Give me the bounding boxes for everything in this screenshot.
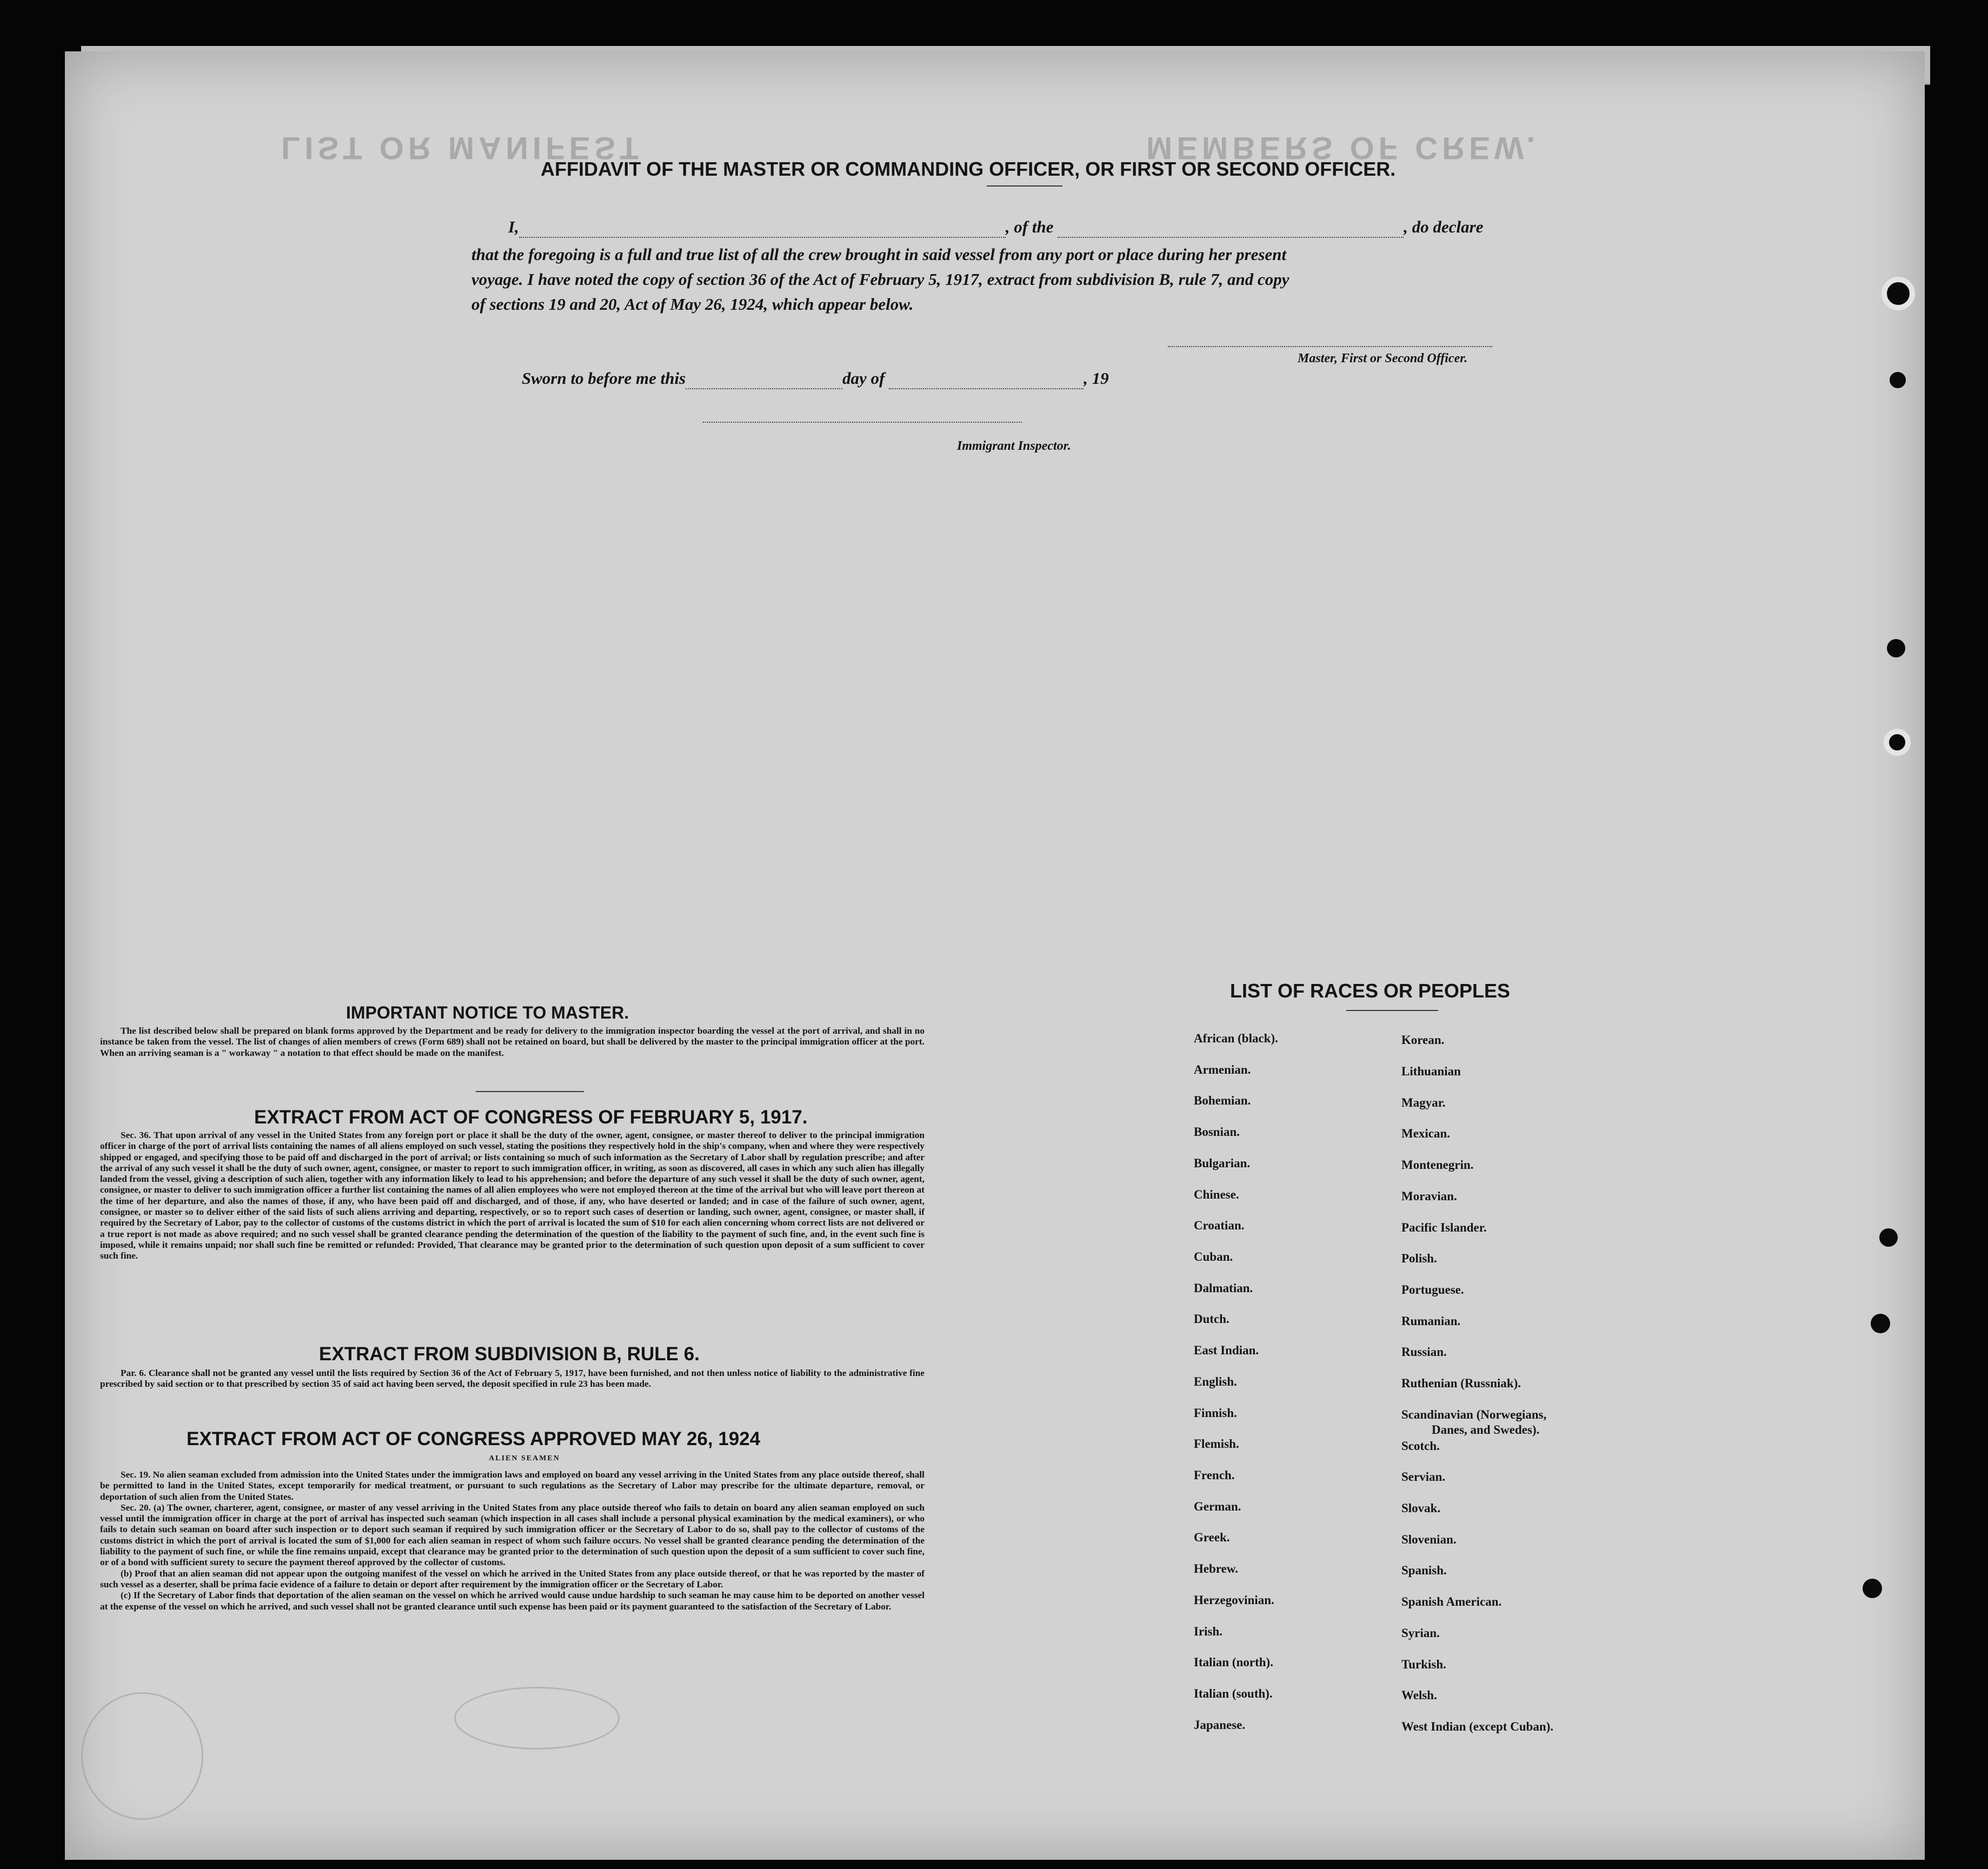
race-right: Spanish. xyxy=(1401,1564,1447,1577)
race-left: Herzegovinian. xyxy=(1194,1593,1274,1607)
race-right: Pacific Islander. xyxy=(1401,1221,1487,1234)
punch-hole xyxy=(1879,1228,1898,1247)
notice-rule xyxy=(476,1091,584,1092)
race-left: Italian (north). xyxy=(1194,1655,1273,1669)
race-left: Finnish. xyxy=(1194,1406,1237,1420)
affidavit-title: AFFIDAVIT OF THE MASTER OR COMMANDING OFFICER, OR FIRST OR SECOND OFFICER. xyxy=(541,158,1396,180)
race-right: Mexican. xyxy=(1401,1127,1451,1140)
year-prefix: , 19 xyxy=(1083,369,1109,388)
race-right: Ruthenian (Russniak). xyxy=(1401,1376,1521,1390)
race-left: Chinese. xyxy=(1194,1188,1239,1201)
vessel-blank[interactable] xyxy=(1058,221,1404,238)
sec-19: Sec. 19. No alien seaman excluded from admission into the United States under the immigration laws and employed on board any vessel arriving in the United States from any place outside thereof, shall be permitted to land in the United States, except temporarily for medical treatment, or pursuant to such regulations as the Secretary of Labor may prescribe for the ultimate departure, removal, or deportation of such alien from the United States. xyxy=(100,1469,925,1502)
race-left: German. xyxy=(1194,1500,1241,1513)
race-right: Polish. xyxy=(1401,1252,1437,1265)
affidavit-of-the: , of the xyxy=(1005,217,1054,236)
race-right: Spanish American. xyxy=(1401,1595,1502,1608)
affidavit-line-4: of sections 19 and 20, Act of May 26, 1924, which appear below. xyxy=(471,295,914,314)
race-left: Armenian. xyxy=(1194,1063,1251,1076)
name-blank[interactable] xyxy=(519,221,1006,238)
day-of-text: day of xyxy=(842,369,885,388)
races-underline xyxy=(1346,1010,1438,1011)
race-left: Japanese. xyxy=(1194,1718,1246,1732)
race-left: Dalmatian. xyxy=(1194,1281,1253,1295)
day-blank[interactable] xyxy=(686,372,842,389)
extract-1924-title: EXTRACT FROM ACT OF CONGRESS APPROVED MAY 26, 1924 xyxy=(187,1428,761,1449)
extract-1917-title: EXTRACT FROM ACT OF CONGRESS OF FEBRUARY 5, 1917. xyxy=(254,1107,808,1128)
race-left: English. xyxy=(1194,1375,1237,1388)
sworn-line xyxy=(522,368,1109,389)
races-title: LIST OF RACES OR PEOPLES xyxy=(1230,980,1511,1002)
race-right: Moravian. xyxy=(1401,1189,1457,1203)
punch-hole xyxy=(1871,1314,1890,1333)
master-signature-line[interactable] xyxy=(1168,346,1492,347)
sec-20b: (b) Proof that an alien seaman did not appear upon the outgoing manifest of the vessel on which he arrived in the United States from any place outside thereof, or that he was reported by the master of such vessel as a deserter, shall be prima facie evidence of a failure to detain or deport after requirement by the immigration officer or the Secretary of Labor. xyxy=(100,1568,925,1589)
race-left: Bulgarian. xyxy=(1194,1156,1251,1170)
race-left: East Indian. xyxy=(1194,1343,1259,1357)
bleed-through-text-left: LIST OR MANIFEST xyxy=(281,130,643,165)
race-right: Montenegrin. xyxy=(1401,1158,1474,1172)
faint-stamp xyxy=(454,1687,620,1750)
affidavit-i: I, xyxy=(508,217,519,236)
notice-text: The list described below shall be prepared on blank forms approved by the Department and be ready for delivery to the immigration inspector boarding the vessel at the port of arrival, and shall in no instance be taken from the vessel. The list of changes of alien members of crews (Form 689) shall not be retained on board, but shall be delivered by the master to the principal immigration officer at the port. When an arriving seaman is a " workaway " a notation to that effect should be made on the manifest. xyxy=(100,1026,925,1058)
race-right: Scandinavian (Norwegians, xyxy=(1401,1408,1547,1421)
inspector-caption: Immigrant Inspector. xyxy=(957,439,1071,453)
race-right: Slovak. xyxy=(1401,1501,1441,1515)
punch-hole xyxy=(1890,372,1906,388)
race-right: Welsh. xyxy=(1401,1688,1437,1702)
race-right: Magyar. xyxy=(1401,1096,1446,1109)
race-left: African (black). xyxy=(1194,1032,1278,1045)
affidavit-line-2: that the foregoing is a full and true list of all the crew brought in said vessel from any port or place during her present xyxy=(471,245,1287,264)
race-right: Rumanian. xyxy=(1401,1314,1461,1328)
race-right: Slovenian. xyxy=(1401,1533,1457,1546)
punch-hole xyxy=(1887,639,1905,657)
race-left: Bohemian. xyxy=(1194,1094,1251,1107)
race-left: Irish. xyxy=(1194,1625,1223,1638)
race-right: Portuguese. xyxy=(1401,1283,1464,1296)
race-right: Lithuanian xyxy=(1401,1065,1461,1078)
title-underline xyxy=(987,185,1062,187)
affidavit-line-3: voyage. I have noted the copy of section 36 of the Act of February 5, 1917, extract from subdivision B, rule 7, and copy xyxy=(471,270,1289,289)
race-left: Flemish. xyxy=(1194,1437,1239,1451)
race-left: Cuban. xyxy=(1194,1250,1233,1263)
race-right: Syrian. xyxy=(1401,1626,1440,1640)
sec-20c: (c) If the Secretary of Labor finds that deportation of the alien seaman on the vessel on which he arrived would cause undue hardship to such seaman he may cause him to be deported on another vessel at the expense of the vessel on which he arrived, and such vessel shall not be granted clearance until such expense has been paid or its payment guaranteed to the satisfaction of the Secretary of Labor. xyxy=(100,1590,925,1612)
alien-seamen-subtitle: ALIEN SEAMEN xyxy=(489,1454,560,1462)
race-left: Dutch. xyxy=(1194,1312,1229,1326)
extract-1917-text: Sec. 36. That upon arrival of any vessel in the United States from any foreign port or place it shall be the duty of the owner, agent, consignee, or master thereof to deliver to the principal immigration officer in charge of the port of arrival lists containing the names of all aliens employed on such vessel, stating the positions they respectively hold in the ship's company, when and where they were respectively shipped or engaged, and specifying those to be paid off and discharged in the port of arrival; or lists containing so much of such information as the Secretary of Labor shall by regulation prescribe; and after the arrival of any such vessel it shall be the duty of such owner, agent, consignee, or master to report to such immigration officer, in writing, as soon as discovered, all cases in which any such alien has illegally landed from the vessel, giving a description of such alien, together with any information likely to lead to his apprehension; and before the departure of any such vessel it shall be the duty of such owner, agent, consignee, or master to deliver to such immigration officer a further list containing the names of all alien employees who were not employed thereon at the time of the arrival but who will leave port thereon at the time of her departure, and also the names of those, if any, who have been paid off and discharged, and of those, if any, who have deserted or landed; and in case of the failure of such owner, agent, consignee, or master so to deliver either of the said lists of such aliens arriving and departing, respectively, or so to report such cases of desertion or landing, such owner, agent, consignee, or master shall, if required by the Secretary of Labor, pay to the collector of customs of the customs district in which the port of arrival is located the sum of $10 for each alien concerning whom correct lists are not delivered or a true report is not made as above required; and no such vessel shall be granted clearance pending the determination of the question of the liability to the payment of such fine, and, in the event such fine is imposed, while it remains unpaid; nor shall such fine be remitted or refunded: Provided, That clearance may be granted prior to the determination of such question upon deposit of a sum sufficient to cover such fine. xyxy=(100,1130,925,1261)
race-left: Croatian. xyxy=(1194,1219,1245,1232)
bleed-through-text-right: MEMBERS OF CREW. xyxy=(1146,130,1540,165)
race-right: West Indian (except Cuban). xyxy=(1401,1720,1554,1733)
sec-20a: Sec. 20. (a) The owner, charterer, agent, consignee, or master of any vessel arriving in the United States from any place outside thereof who fails to detain on board any alien seaman employed on such vessel until the immigration officer in charge at the port of arrival has inspected such seaman (which inspection in all cases shall include a personal physical examination by the medical examiners), or who fails to detain such seaman on board after such inspection or to deport such seaman if required by such immigration officer or the Secretary of Labor to do so, shall pay to the collector of customs of the customs district in which the port of arrival is located the sum of $1,000 for each alien seaman in respect of whom such failure occurs. No vessel shall be granted clearance pending the determination of the liability to the payment of such fine, or while the fine remains unpaid, except that clearance may be granted prior to the determination of such question upon the deposit of a sum sufficient to cover such fine, or of a bond with sufficient surety to secure the payment thereof approved by the collector of customs. xyxy=(100,1502,925,1568)
extract-rule6-text: Par. 6. Clearance shall not be granted any vessel until the lists required by Section 36 of the Act of February 5, 1917, have been furnished, and not then unless notice of liability to the administrative fine prescribed by said section or to that prescribed by section 35 of said act having been served, the deposit specified in rule 23 has been made. xyxy=(100,1368,925,1389)
race-right: Korean. xyxy=(1401,1033,1445,1047)
affidavit-line-1 xyxy=(508,216,1483,238)
race-left: Hebrew. xyxy=(1194,1562,1238,1575)
punch-hole xyxy=(1881,277,1915,310)
notice-title: IMPORTANT NOTICE TO MASTER. xyxy=(346,1003,629,1022)
race-left: Bosnian. xyxy=(1194,1125,1240,1139)
race-right: Russian. xyxy=(1401,1345,1447,1359)
race-right: Scotch. xyxy=(1401,1439,1440,1453)
punch-hole xyxy=(1863,1579,1882,1598)
extract-rule6-title: EXTRACT FROM SUBDIVISION B, RULE 6. xyxy=(319,1343,700,1365)
race-right: Turkish. xyxy=(1401,1658,1446,1671)
sworn-text: Sworn to before me this xyxy=(522,369,686,388)
month-blank[interactable] xyxy=(889,372,1083,389)
punch-hole xyxy=(1884,729,1911,756)
race-right: Danes, and Swedes). xyxy=(1432,1423,1540,1436)
inspector-signature-line[interactable] xyxy=(703,422,1022,423)
master-caption: Master, First or Second Officer. xyxy=(1298,351,1468,365)
extract-1924-text xyxy=(100,1469,925,1612)
race-right: Servian. xyxy=(1401,1470,1446,1484)
race-left: Italian (south). xyxy=(1194,1687,1273,1700)
affidavit-declare: , do declare xyxy=(1404,217,1484,236)
race-left: French. xyxy=(1194,1468,1235,1482)
embossed-seal xyxy=(81,1692,203,1820)
race-left: Greek. xyxy=(1194,1531,1230,1544)
